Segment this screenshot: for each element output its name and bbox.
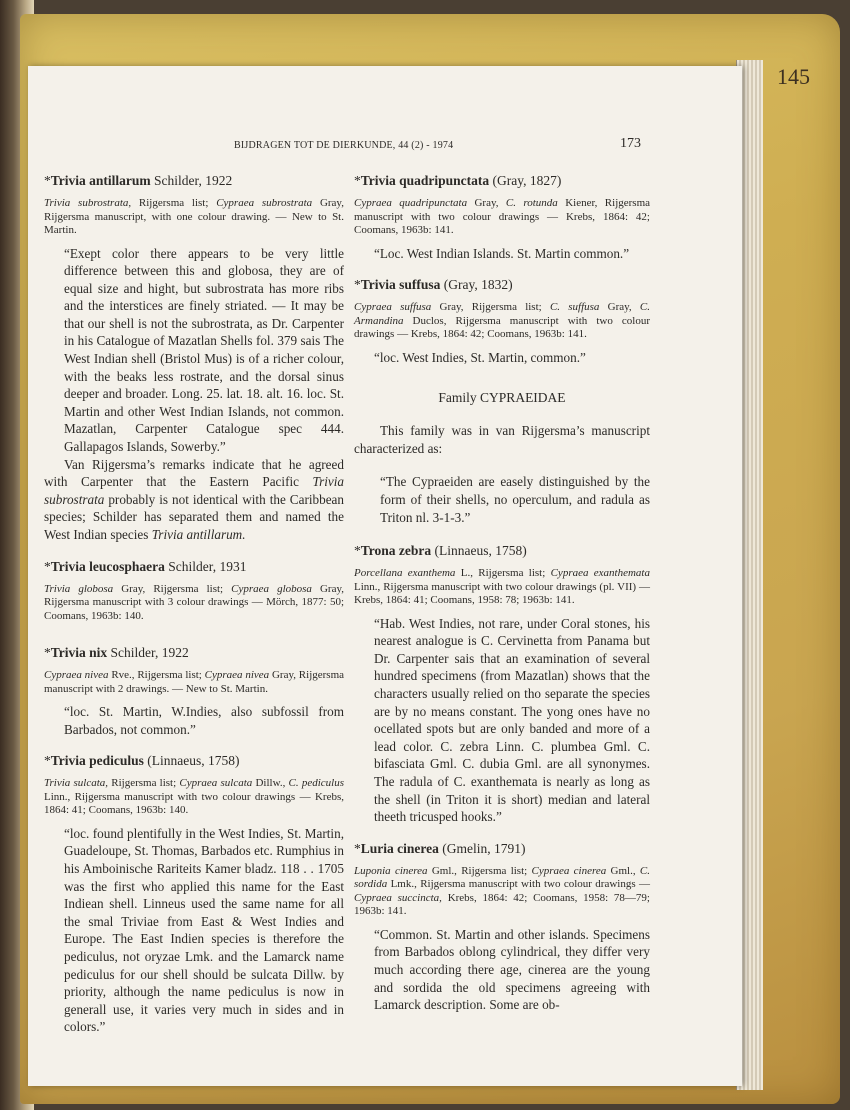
species-author: Schilder, 1922 — [150, 173, 233, 188]
synonymy-text: Gml., — [606, 864, 640, 877]
synonymy-text: Rijgersma list; — [108, 777, 180, 790]
back-page-number: 145 — [777, 64, 810, 89]
species-name: Trivia nix — [50, 645, 108, 661]
commentary — [44, 456, 344, 544]
commentary-species-name: Trivia subrostrata — [44, 474, 344, 507]
species-heading — [354, 840, 650, 857]
species-author: (Gray, 1827) — [489, 173, 562, 188]
species-star: * — [44, 558, 51, 574]
species-star: * — [44, 645, 51, 661]
species-author: (Linnaeus, 1758) — [143, 753, 240, 769]
synonymy-text: Gray, Rijgersma list; — [113, 582, 232, 595]
synonym-name: Cypraea globosa — [231, 582, 312, 595]
manuscript-quote: “Loc. West Indian Islands. St. Martin common.” — [374, 245, 630, 261]
synonymy — [354, 865, 650, 919]
synonymy-text: Rijgersma list; — [131, 197, 217, 209]
synonym-name: Trivia globosa — [44, 582, 114, 595]
synonym-name: Cypraea nivea — [204, 669, 270, 682]
synonym-name: C. pediculus — [288, 777, 344, 790]
species-name: Trona zebra — [360, 543, 432, 559]
synonymy-text: Dillw., — [252, 777, 289, 790]
species-author: (Linnaeus, 1758) — [431, 543, 527, 559]
species-star: * — [44, 173, 51, 188]
synonym-name: Cypraea sulcata — [179, 777, 253, 790]
species-heading — [44, 172, 344, 189]
synonymy — [44, 669, 344, 696]
journal-page — [28, 66, 742, 1086]
species-author: Schilder, 1922 — [107, 645, 189, 661]
species-author: Schilder, 1931 — [164, 558, 247, 574]
synonym-name: C. suffusa — [549, 301, 600, 314]
synonym-name: Porcellana exanthema — [354, 567, 456, 580]
synonymy-text: Gray, Rijgersma manuscript, with one colour drawing. — New to St. Martin. — [44, 197, 344, 236]
family-intro: This family was in van Rijgersma’s manuscript characterized as: — [354, 423, 650, 456]
manuscript-quote: “Common. St. Martin and other islands. Specimens from Barbados oblong cylindrical, they differ very much according there age, cinerea are the young and sordida the old specimens agreeing with Lamarck description. Some are ob- — [374, 926, 650, 1013]
species-name: Luria cinerea — [360, 840, 439, 856]
synonymy — [354, 567, 650, 608]
synonym-name: C. Armandina — [354, 301, 651, 327]
species-heading — [44, 644, 344, 661]
synonymy-text: Linn., Rijgersma manuscript with two colour drawings — Krebs, 1864: 41; Coomans, 1963b: 140. — [44, 790, 344, 817]
manuscript-quote: “Hab. West Indies, not rare, under Coral stones, his nearest analogue is C. Cervinetta from Panama but Dr. Carpenter sais that an examination of several hundred specimens (from Mazatlan) shows that the characters usually relied on tho separate the species are by no means constant. The yong ones have no ocellated spots but are only banded and more of a lead color. C. zebra Linn. C. plumbea Gml. C. bifasciata Gml. C. dubia Gml. are all synonymes. The radula of C. exanthemata is nearly as long as the shell (in Triton it is short) median and lateral theeth tricusped hooks.” — [374, 615, 650, 825]
synonymy-text: Rve., Rijgersma list; — [108, 669, 205, 682]
manuscript-quote: “loc. West Indies, St. Martin, common.” — [374, 349, 586, 365]
synonymy — [354, 301, 650, 342]
synonym-name: Luponia cinerea — [354, 864, 428, 877]
synonymy-text: Gray, Rijgersma manuscript with 3 colour drawings — Mörch, 1877: 50; Coomans, 1963b: 140. — [44, 582, 344, 622]
synonymy-text: Krebs, 1864: 42; Coomans, 1958: 78—79; 1963b: 141. — [354, 891, 650, 918]
commentary-species-name: Trivia antillarum. — [151, 527, 246, 542]
running-head: BIJDRAGEN TOT DE DIERKUNDE, 44 (2) - 1974 — [234, 140, 454, 151]
synonymy-text: Gml., Rijgersma list; — [427, 864, 532, 877]
synonym-name: Trivia sulcata, — [44, 777, 109, 790]
species-heading — [44, 558, 344, 575]
species-heading — [354, 542, 650, 559]
species-name: Trivia antillarum — [50, 173, 151, 188]
synonymy-text: Duclos, Rijgersma manuscript with two colour drawings — Krebs, 1864: 42; Coomans, 1963b: 141. — [354, 314, 650, 341]
synonymy — [44, 583, 344, 624]
species-heading — [354, 276, 650, 293]
synonym-name: Cypraea suffusa — [354, 301, 432, 314]
synonym-name: Cypraea nivea — [44, 669, 109, 682]
synonymy-text: Linn., Rijgersma manuscript with two colour drawings (pl. VII) — Krebs, 1864: 41; Coomans, 1958: 78; 1963b: 141. — [354, 580, 650, 607]
synonymy — [44, 197, 344, 238]
species-name: Trivia pediculus — [50, 753, 144, 769]
synonymy-text: Gray, Rijgersma list; — [431, 301, 550, 314]
synonym-name: Cypraea cinerea — [531, 864, 607, 877]
synonym-name: Cypraea quadripunctata — [354, 197, 468, 209]
family-heading: Family CYPRAEIDAE — [438, 390, 566, 406]
synonymy-text: L., Rijgersma list; — [455, 567, 551, 580]
page-number: 173 — [620, 136, 641, 151]
species-name: Trivia leucosphaera — [50, 558, 165, 574]
species-star: * — [354, 173, 361, 188]
synonym-name: C. sordida — [354, 864, 651, 891]
synonymy — [44, 777, 344, 818]
manuscript-quote: “loc. St. Martin, W.Indies, also subfossil from Barbados, not common.” — [64, 704, 344, 737]
species-author: (Gray, 1832) — [440, 277, 513, 293]
synonymy-text: Gray, — [599, 301, 640, 314]
species-star: * — [354, 543, 361, 559]
species-star: * — [354, 840, 361, 856]
synonym-name: Cypraea succincta, — [354, 891, 442, 904]
species-heading — [44, 752, 344, 769]
synonymy-text: Lmk., Rijgersma manuscript with two colour drawings — — [387, 878, 650, 891]
species-name: Trivia quadripunctata — [360, 173, 490, 188]
species-author: (Gmelin, 1791) — [438, 840, 526, 856]
commentary-text: Van Rijgersma’s remarks indicate that he agreed with Carpenter that the Eastern Pacific — [44, 456, 344, 490]
commentary-text: probably is not identical with the Caribbean species; Schilder has separated them and named the West Indian species — [44, 491, 344, 542]
synonym-name: Cypraea exanthemata — [550, 567, 650, 580]
synonym-name: Trivia subrostrata, — [44, 197, 132, 209]
right-column — [354, 172, 650, 1014]
synonymy-text: Kiener, Rijgersma manuscript with two colour drawings — Krebs, 1864: 42; Coomans, 1963b: 141. — [354, 197, 651, 236]
species-star: * — [44, 753, 51, 769]
species-heading — [354, 172, 650, 189]
synonymy-text: Gray, Rijgersma manuscript with 2 drawings. — New to St. Martin. — [44, 669, 345, 695]
synonym-name: Cypraea subrostrata — [216, 197, 313, 209]
species-name: Trivia suffusa — [360, 277, 441, 293]
synonymy — [354, 197, 650, 238]
left-column — [44, 172, 344, 1036]
family-quote: “The Cypraeiden are easely distinguished by the form of their shells, no operculum, and radula as Triton nl. 3-1-3.” — [380, 474, 650, 525]
species-star: * — [354, 277, 361, 293]
manuscript-quote: “loc. found plentifully in the West Indies, St. Martin, Guadeloupe, St. Thomas, Barbados etc. Rumphius in his Amboinische Rariteits Kamer bladz. 118 . . 1705 was the first who applied this name for the East Indiean shell. Linneus used the same name for all the smal Triviae from East & West Indies and Europe. The East Indien species is therefore the pediculus, not oryzae Lmk. and the Lamarck name pediculus for our shell should be sulcata Dillw. by priority, although the name pediculus is now in generall use, it varies very much in sides and in colors.” — [64, 825, 344, 1035]
page-header — [28, 136, 742, 156]
manuscript-quote: “Exept color there appears to be very little difference between this and globosa, they are of equal size and hight, but subrostrata has more ribs and the interstices are finely striated. — It may be that our shell is not the subrostrata, as Dr. Carpenter in his Catalogue of Mazatlan Shells fol. 379 sais The West Indian shell (Bristol Mus) is of a richer colour, with the beaks less rostrate, and the dorsal sinus deeper and broader. Long. 25. lat. 18. alt. 16. loc. St. Martin and other West Indian Islands, not common. Mazatlan, Carpenter Catalogue spec 444. Gallapagos Islands, Sowerby.” — [64, 245, 344, 455]
synonymy-text: Gray, — [467, 197, 506, 209]
synonym-name: C. rotunda — [505, 197, 558, 209]
